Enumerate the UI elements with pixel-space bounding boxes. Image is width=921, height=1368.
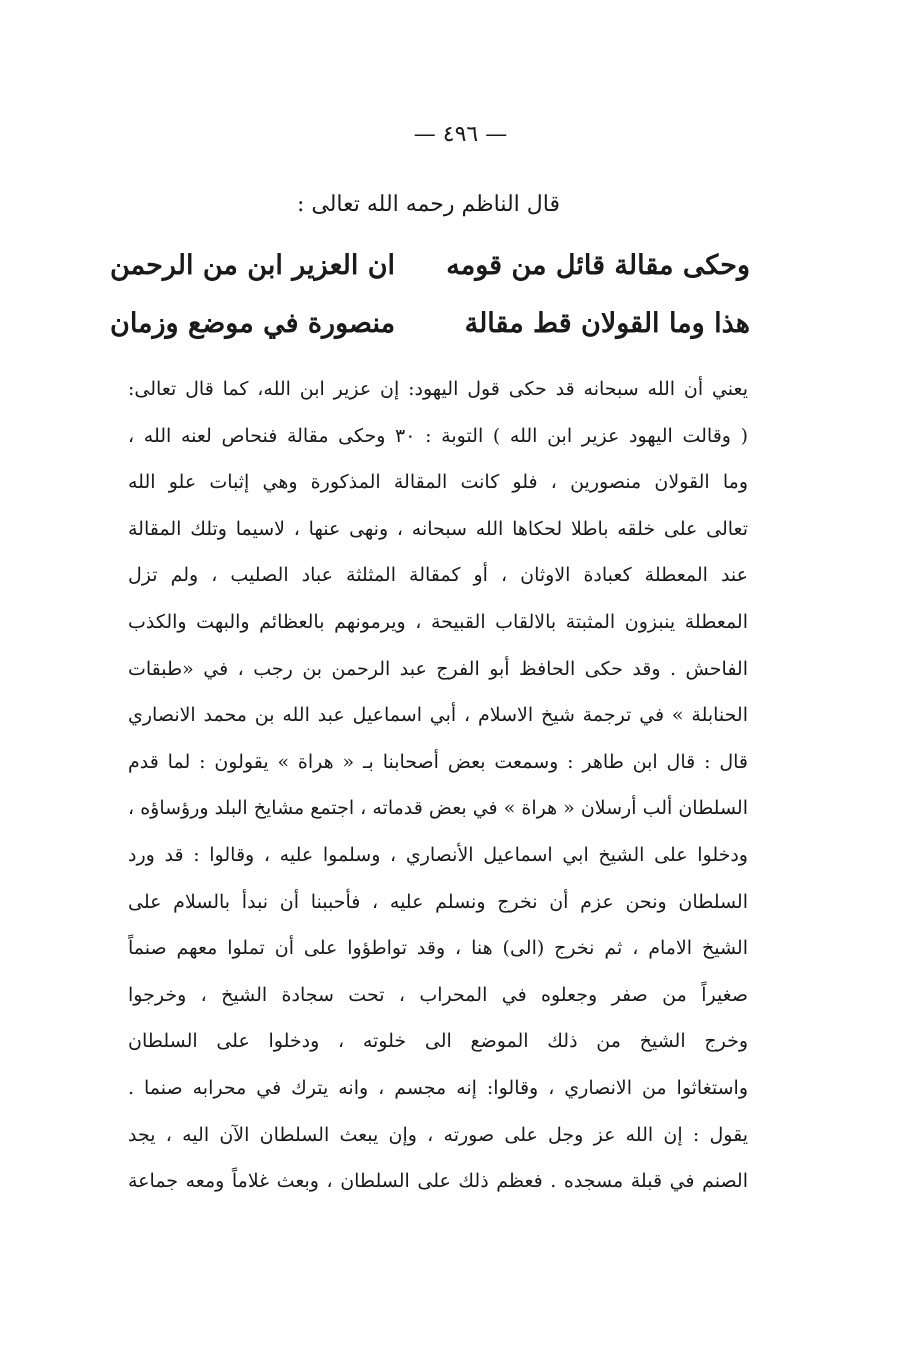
text-line: يعني أن الله سبحانه قد حكى قول اليهود: إن عزير ابن الله، كما قال تعالى: xyxy=(128,378,748,400)
text-line: واستغاثوا من الانصاري ، وقالوا: إنه مجسم ، وانه يترك في محرابه صنما . xyxy=(128,1076,748,1099)
text-line: المعطلة ينبزون المثبتة بالالقاب القبيحة ، ويرمونهم بالعظائم والبهت والكذب xyxy=(128,610,748,633)
verse-1 xyxy=(110,250,750,281)
text-line: السلطان ونحن عزم أن نخرج ونسلم عليه ، فأحببنا أن نبدأ بالسلام على xyxy=(128,890,748,913)
text-line: وخرج الشيخ من ذلك الموضع الى خلوته ، ودخلوا على السلطان xyxy=(128,1030,748,1053)
verse-1-first-hemistich: وحكى مقالة قائل من قومه xyxy=(446,250,750,281)
commentary-text xyxy=(128,366,748,1205)
text-line: الحنابلة » في ترجمة شيخ الاسلام ، أبي اسماعيل عبد الله بن محمد الانصاري xyxy=(128,704,748,727)
text-line: صغيراً من صفر وجعلوه في المحراب ، تحت سجادة الشيخ ، وخرجوا xyxy=(128,983,748,1006)
text-line: تعالى على خلقه باطلا لحكاها الله سبحانه ، ونهى عنها ، لاسيما وتلك المقالة xyxy=(128,517,748,540)
text-line: الشيخ الامام ، ثم نخرج (الى) هنا ، وقد تواطؤوا على أن تملوا معهم صنماً xyxy=(128,937,748,960)
verse-2-second-hemistich: منصورة في موضع وزمان xyxy=(110,308,396,339)
text-line: قال : قال ابن طاهر : وسمعت بعض أصحابنا بـ « هراة » يقولون : لما قدم xyxy=(128,750,748,773)
text-line: السلطان ألب أرسلان « هراة » في بعض قدماته ، اجتمع مشايخ البلد ورؤساؤه ، xyxy=(128,797,748,820)
text-line: يقول : إن الله عز وجل على صورته ، وإن يبعث السلطان الآن اليه ، يجد xyxy=(128,1123,748,1146)
poem-intro: قال الناظم رحمه الله تعالى : xyxy=(296,192,560,217)
text-line: الفاحش . وقد حكى الحافظ أبو الفرج عبد الرحمن بن رجب ، في «طبقات xyxy=(128,657,748,680)
verse-2 xyxy=(110,308,750,339)
text-line: الصنم في قبلة مسجده . فعظم ذلك على السلطان ، وبعث غلاماً ومعه جماعة xyxy=(128,1170,748,1193)
text-line: وما القولان منصورين ، فلو كانت المقالة المذكورة وهي إثبات علو الله xyxy=(128,471,748,494)
page-number: — ٤٩٦ — xyxy=(413,122,508,147)
verse-1-second-hemistich: ان العزير ابن من الرحمن xyxy=(110,250,396,281)
text-line: ودخلوا على الشيخ ابي اسماعيل الأنصاري ، وسلموا عليه ، وقالوا : قد ورد xyxy=(128,843,748,866)
verse-2-first-hemistich: هذا وما القولان قط مقالة xyxy=(464,308,750,339)
text-line: ( وقالت اليهود عزير ابن الله ) التوبة : ٣٠ وحكى مقالة فنحاص لعنه الله ، xyxy=(128,424,748,447)
text-line: عند المعطلة كعبادة الاوثان ، أو كمقالة المثلثة عباد الصليب ، ولم تزل xyxy=(128,564,748,587)
